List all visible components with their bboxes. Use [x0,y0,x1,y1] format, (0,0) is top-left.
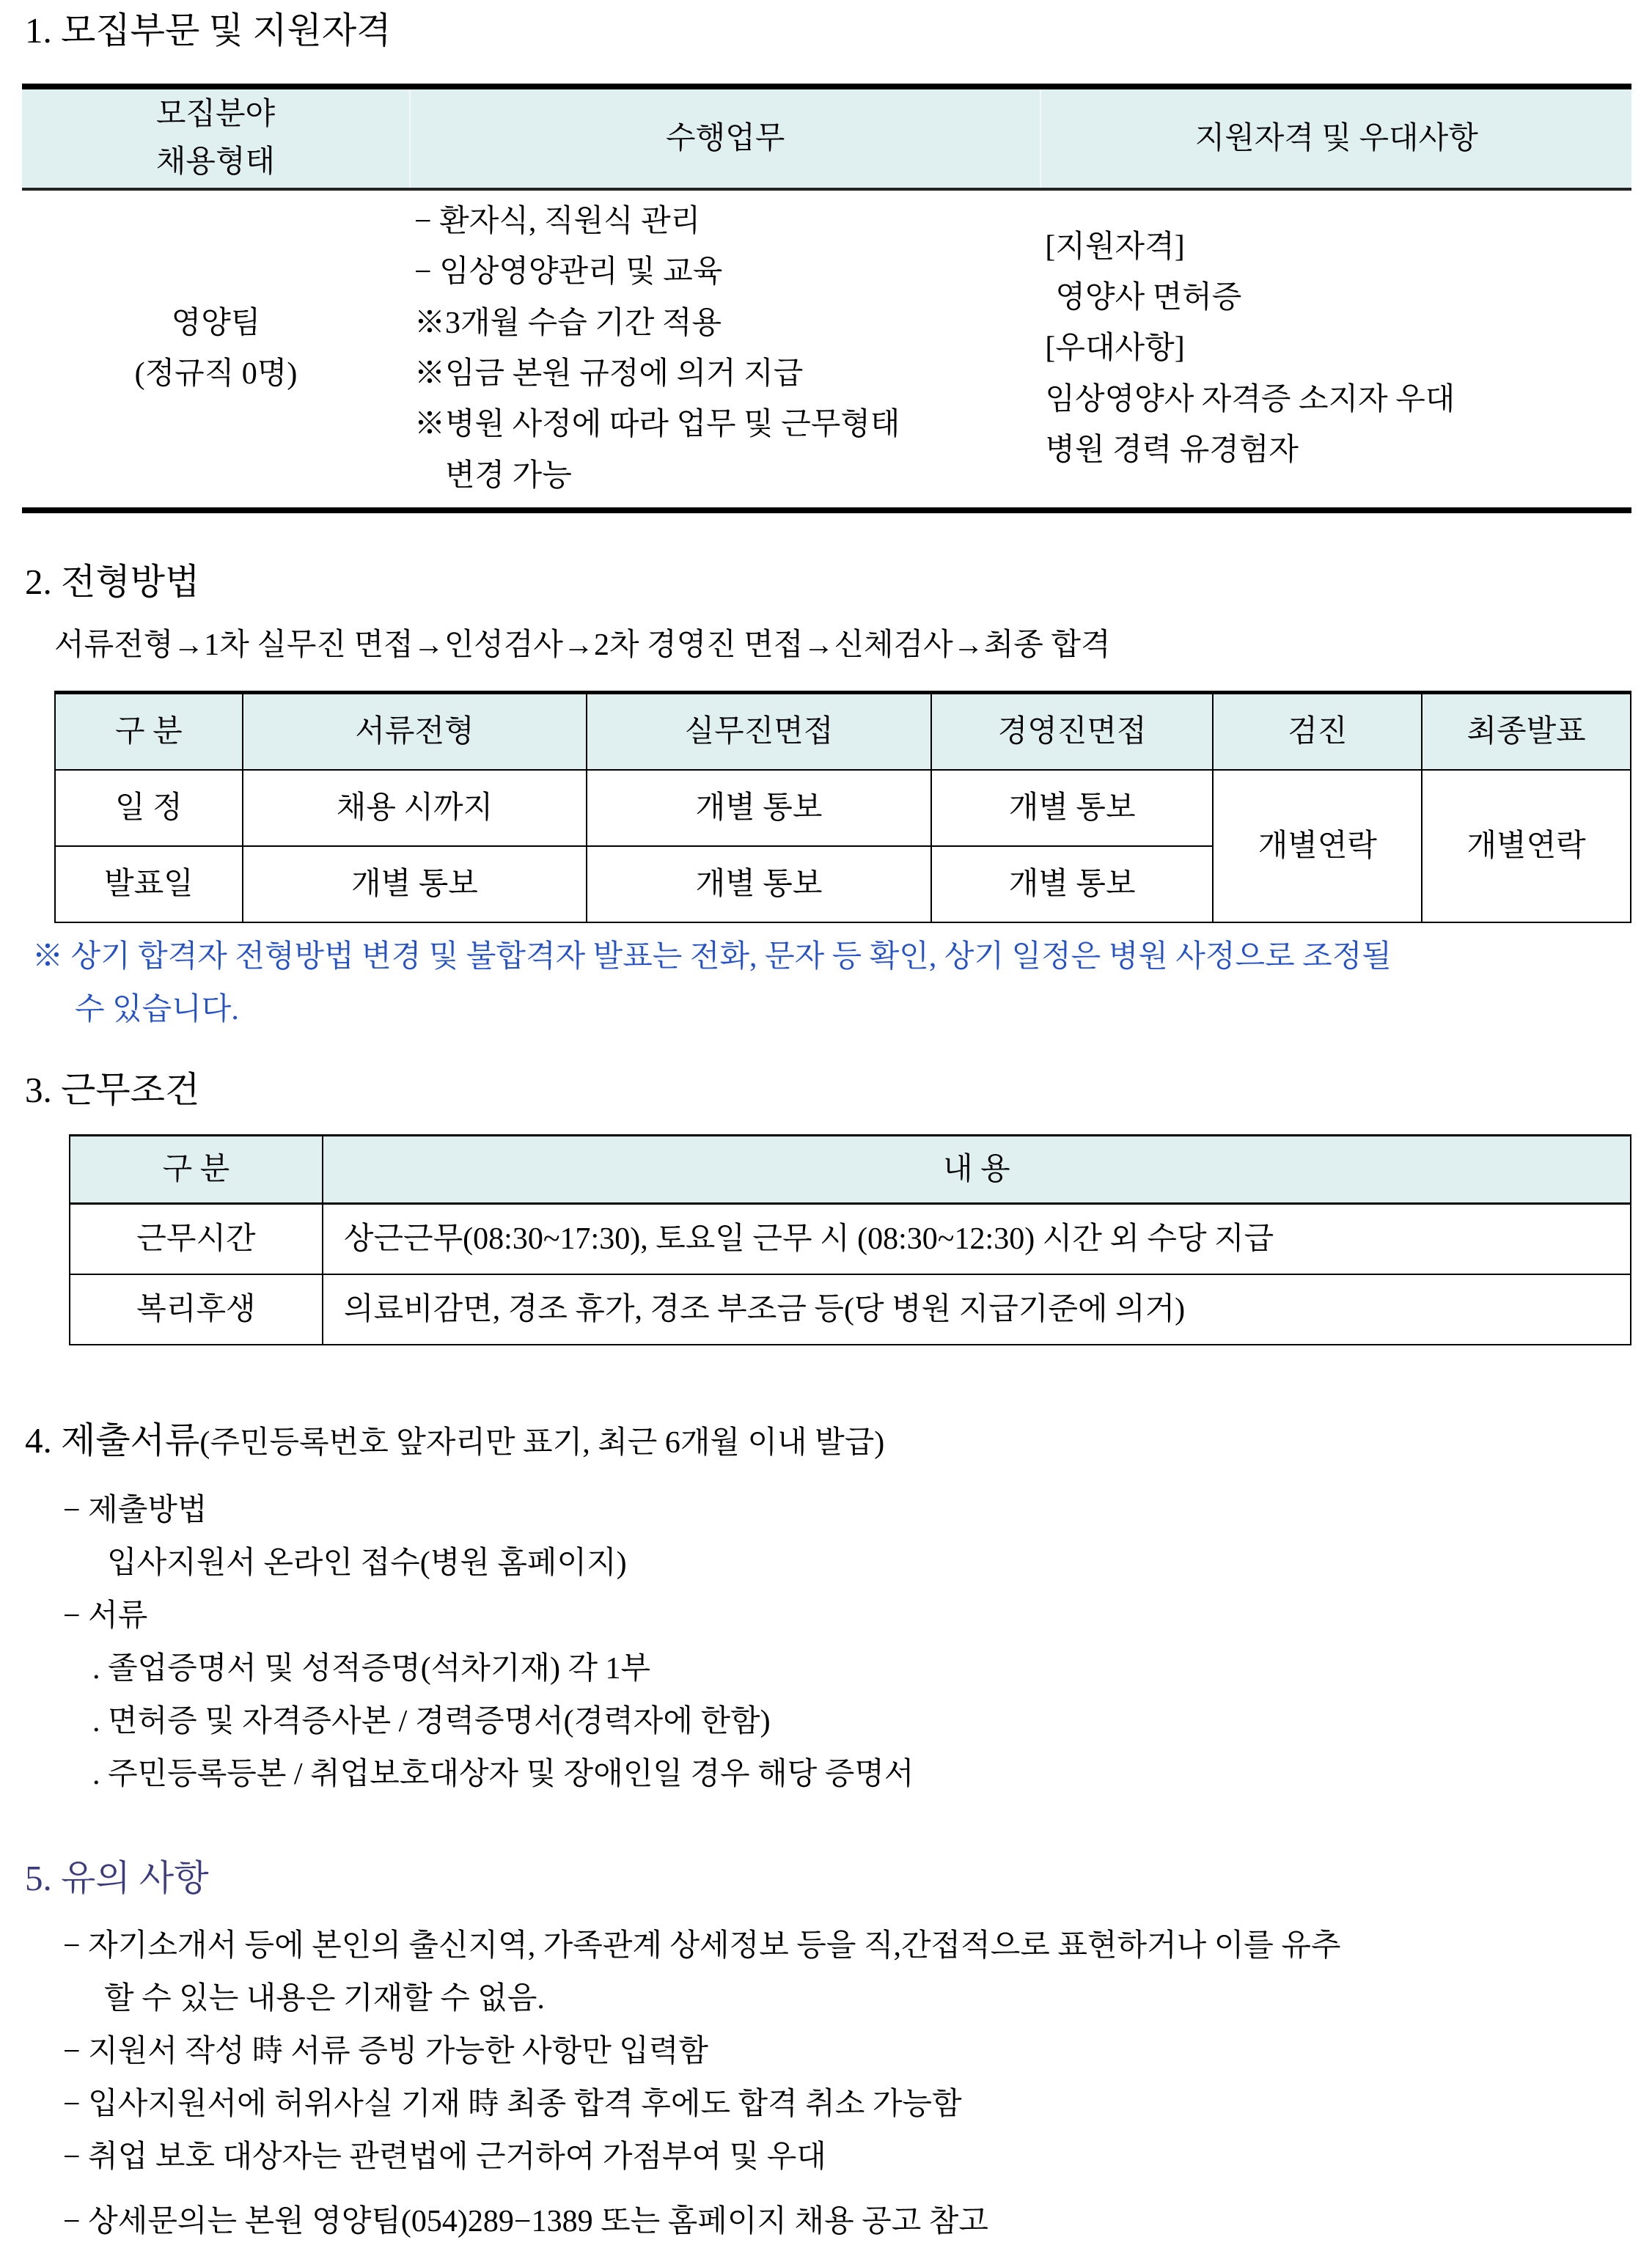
submission-docs-item: − 서류 [63,1598,148,1633]
selection-schedule-table [54,691,1631,923]
schedule-row [55,770,1631,846]
submission-method-item: − 제출방법 [63,1493,208,1527]
note-item: − 취업 보호 대상자는 관련법에 근거하여 가점부여 및 우대 [63,2139,826,2174]
header-cell-document-screening: 서류전형 [243,692,587,770]
qualification-line: 병원 경력 유경험자 [1045,433,1299,468]
conditions-row [70,1203,1631,1274]
header-cell-field-type [22,87,410,189]
header-line: 모집분야 [155,98,276,131]
section1-heading: 1. 모집부문 및 지원자격 [25,10,392,51]
duty-line: ※임금 본원 규정에 의거 지급 [414,357,804,392]
condition-label: 복리후생 [70,1274,323,1345]
qualification-line: [우대사항] [1045,331,1185,366]
duty-line: − 환자식, 직원식 관리 [414,205,701,239]
condition-label: 근무시간 [70,1203,323,1274]
qualification-line: 영양사 면허증 [1055,281,1242,315]
schedule-header-row [55,692,1631,770]
submission-method-detail: 입사지원서 온라인 접수(병원 홈페이지) [107,1546,627,1580]
schedule-cell: 개별 통보 [587,846,931,922]
schedule-cell: 개별 통보 [243,846,587,922]
duty-line: 변경 가능 [444,458,572,493]
note-item: − 지원서 작성 時 서류 증빙 가능한 사항만 입력함 [63,2034,708,2068]
note-line: 수 있습니다. [75,992,239,1026]
position-count: (정규직 0명) [134,357,298,392]
schedule-cell: 개별 통보 [587,770,931,846]
working-conditions-table [69,1134,1631,1345]
header-cell-category: 구 분 [70,1135,323,1203]
contact-info-item: − 상세문의는 본원 영양팀(054)289−1389 또는 홈페이지 채용 공고 참고 [63,2204,988,2238]
qualifications-cell [1040,189,1631,510]
document-item: . 졸업증명서 및 성적증명(석차기재) 각 1부 [92,1651,651,1686]
header-cell-staff-interview: 실무진면접 [587,692,931,770]
position-name: 영양팀 [171,306,261,340]
section-working-conditions [22,1068,1631,1345]
conditions-row [70,1274,1631,1345]
recruitment-table-body-row [22,189,1631,510]
submission-list [22,1484,1631,1801]
section4-heading-paren: (주민등록번호 앞자리만 표기, 최근 6개월 이내 발급) [199,1425,885,1460]
document-item: . 주민등록등본 / 취업보호대상자 및 장애인일 경우 해당 증명서 [92,1757,914,1791]
recruitment-table-header-row [22,87,1631,189]
section5-heading: 5. 유의 사항 [25,1857,209,1898]
row-label: 일 정 [55,770,243,846]
conditions-header-row [70,1135,1631,1203]
header-cell-qualifications: 지원자격 및 우대사항 [1040,87,1631,189]
header-cell-checkup: 검진 [1213,692,1422,770]
schedule-cell: 개별 통보 [931,846,1214,922]
section4-heading [25,1419,1631,1465]
note-item: − 자기소개서 등에 본인의 출신지역, 가족관계 상세정보 등을 직,간접적으로 표현하거나 이를 유추 [63,1928,1341,1963]
condition-value: 상근근무(08:30~17:30), 토요일 근무 시 (08:30~12:30) 시간 외 수당 지급 [323,1203,1631,1274]
duty-line: ※3개월 수습 기간 적용 [414,306,722,340]
section-selection-process [22,560,1631,1036]
section4-heading-main: 4. 제출서류 [25,1419,200,1461]
section3-heading: 3. 근무조건 [25,1069,200,1110]
condition-value: 의료비감면, 경조 휴가, 경조 부조금 등(당 병원 지급기준에 의거) [323,1274,1631,1345]
row-label: 발표일 [55,846,243,922]
qualification-line: 임상영양사 자격증 소지자 우대 [1045,382,1455,416]
section-submission-documents [22,1419,1631,1801]
note-item-continuation: 할 수 있는 내용은 기재할 수 없음. [104,1981,545,2016]
selection-flow-text: 서류전형→1차 실무진 면접→인성검사→2차 경영진 면접→신체검사→최종 합격 [54,628,1111,662]
section-recruitment [22,9,1631,513]
schedule-note [32,930,1631,1036]
qualification-line: [지원자격] [1045,229,1185,264]
final-contact-cell: 개별연락 [1422,770,1631,922]
checkup-contact-cell: 개별연락 [1213,770,1422,922]
header-cell-executive-interview: 경영진면접 [931,692,1214,770]
schedule-cell: 개별 통보 [931,770,1214,846]
document-item: . 면허증 및 자격증사본 / 경력증명서(경력자에 한함) [92,1704,771,1738]
header-cell-category: 구 분 [55,692,243,770]
position-cell [22,189,410,510]
duty-line: − 임상영양관리 및 교육 [414,255,723,290]
note-item: − 입사지원서에 허위사실 기재 時 최종 합격 후에도 합격 취소 가능함 [63,2087,962,2121]
header-cell-final-announcement: 최종발표 [1422,692,1631,770]
note-line: ※ 상기 합격자 전형방법 변경 및 불합격자 발표는 전화, 문자 등 확인, 상기 일정은 병원 사정으로 조정될 [32,939,1392,974]
duty-line: ※병원 사정에 따라 업무 및 근무형태 [414,408,900,442]
header-cell-duties: 수행업무 [410,87,1040,189]
schedule-cell: 채용 시까지 [243,770,587,846]
section-notes [22,1856,1631,2248]
recruitment-table [22,84,1631,513]
header-cell-content: 내 용 [323,1135,1631,1203]
notes-list [22,1920,1631,2248]
duties-cell [410,189,1040,510]
header-line: 채용형태 [155,145,276,180]
section2-heading: 2. 전형방법 [25,561,200,602]
